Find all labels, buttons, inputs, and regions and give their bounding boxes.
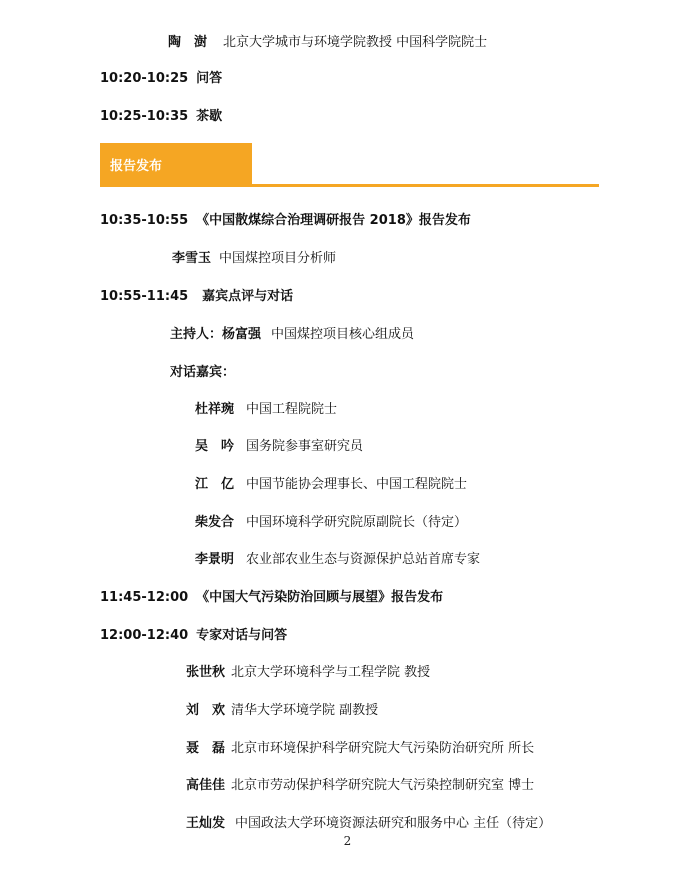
section-title: 报告发布 — [110, 159, 163, 174]
guest-row — [195, 438, 363, 456]
host-label: 主持人：杨富强 — [170, 327, 262, 342]
agenda-item — [100, 70, 222, 88]
agenda-item — [100, 627, 287, 645]
guest-title: 农业部农业生态与资源保护总站首席专家 — [246, 552, 481, 567]
guest-row — [195, 551, 480, 569]
expert-title: 中国政法大学环境资源法研究和服务中心 主任（待定） — [235, 816, 552, 831]
agenda-item — [100, 288, 293, 306]
expert-row — [186, 740, 534, 758]
agenda-title: 嘉宾点评与对话 — [202, 289, 294, 304]
agenda-title: 专家对话与问答 — [196, 628, 288, 643]
speaker-title: 北京大学城市与环境学院教授 中国科学院院士 — [223, 35, 488, 50]
speaker-row — [168, 34, 487, 52]
speaker-name: 李雪玉 — [172, 251, 212, 266]
guests-label: 对话嘉宾： — [170, 365, 236, 380]
agenda-item — [100, 212, 471, 230]
expert-name: 聂 磊 — [186, 741, 226, 756]
guest-row — [195, 476, 467, 494]
section-divider — [100, 184, 599, 187]
agenda-item — [100, 589, 443, 607]
expert-name: 王灿发 — [186, 816, 226, 831]
agenda-time: 10:25-10:35 — [100, 109, 189, 124]
agenda-title: 茶歇 — [196, 109, 223, 124]
speaker-row — [172, 250, 336, 268]
page-number: 2 — [343, 834, 352, 848]
agenda-item — [100, 108, 222, 126]
guest-name: 李景明 — [195, 552, 235, 567]
expert-name: 张世秋 — [186, 665, 226, 680]
expert-title: 清华大学环境学院 副教授 — [231, 703, 379, 718]
expert-row — [186, 815, 551, 833]
expert-title: 北京大学环境科学与工程学院 教授 — [231, 665, 431, 680]
guest-row — [195, 514, 467, 532]
guest-title: 中国工程院院士 — [246, 402, 338, 417]
expert-row — [186, 664, 430, 682]
agenda-title: 《中国大气污染防治回顾与展望》报告发布 — [196, 590, 444, 605]
guest-name: 杜祥琬 — [195, 402, 235, 417]
speaker-name: 陶 澍 — [168, 35, 208, 50]
agenda-time: 10:35-10:55 — [100, 213, 189, 228]
expert-name: 高佳佳 — [186, 778, 226, 793]
agenda-time: 12:00-12:40 — [100, 628, 189, 643]
agenda-title: 《中国散煤综合治理调研报告 2018》报告发布 — [196, 213, 471, 228]
expert-row — [186, 777, 534, 795]
guest-name: 吴 吟 — [195, 439, 235, 454]
guest-title: 中国环境科学研究院原副院长（待定） — [246, 515, 468, 530]
speaker-title: 中国煤控项目分析师 — [219, 251, 337, 266]
guest-name: 柴发合 — [195, 515, 235, 530]
agenda-time: 10:55-11:45 — [100, 289, 189, 304]
guest-row — [195, 401, 337, 419]
guest-title: 中国节能协会理事长、中国工程院院士 — [246, 477, 468, 492]
expert-title: 北京市环境保护科学研究院大气污染防治研究所 所长 — [231, 741, 535, 756]
guest-title: 国务院参事室研究员 — [246, 439, 364, 454]
guest-name: 江 亿 — [195, 477, 235, 492]
agenda-time: 10:20-10:25 — [100, 71, 189, 86]
agenda-title: 问答 — [196, 71, 223, 86]
agenda-time: 11:45-12:00 — [100, 590, 189, 605]
expert-name: 刘 欢 — [186, 703, 226, 718]
host-row — [170, 326, 414, 344]
expert-row — [186, 702, 378, 720]
expert-title: 北京市劳动保护科学研究院大气污染控制研究室 博士 — [231, 778, 535, 793]
host-title: 中国煤控项目核心组成员 — [271, 327, 415, 342]
